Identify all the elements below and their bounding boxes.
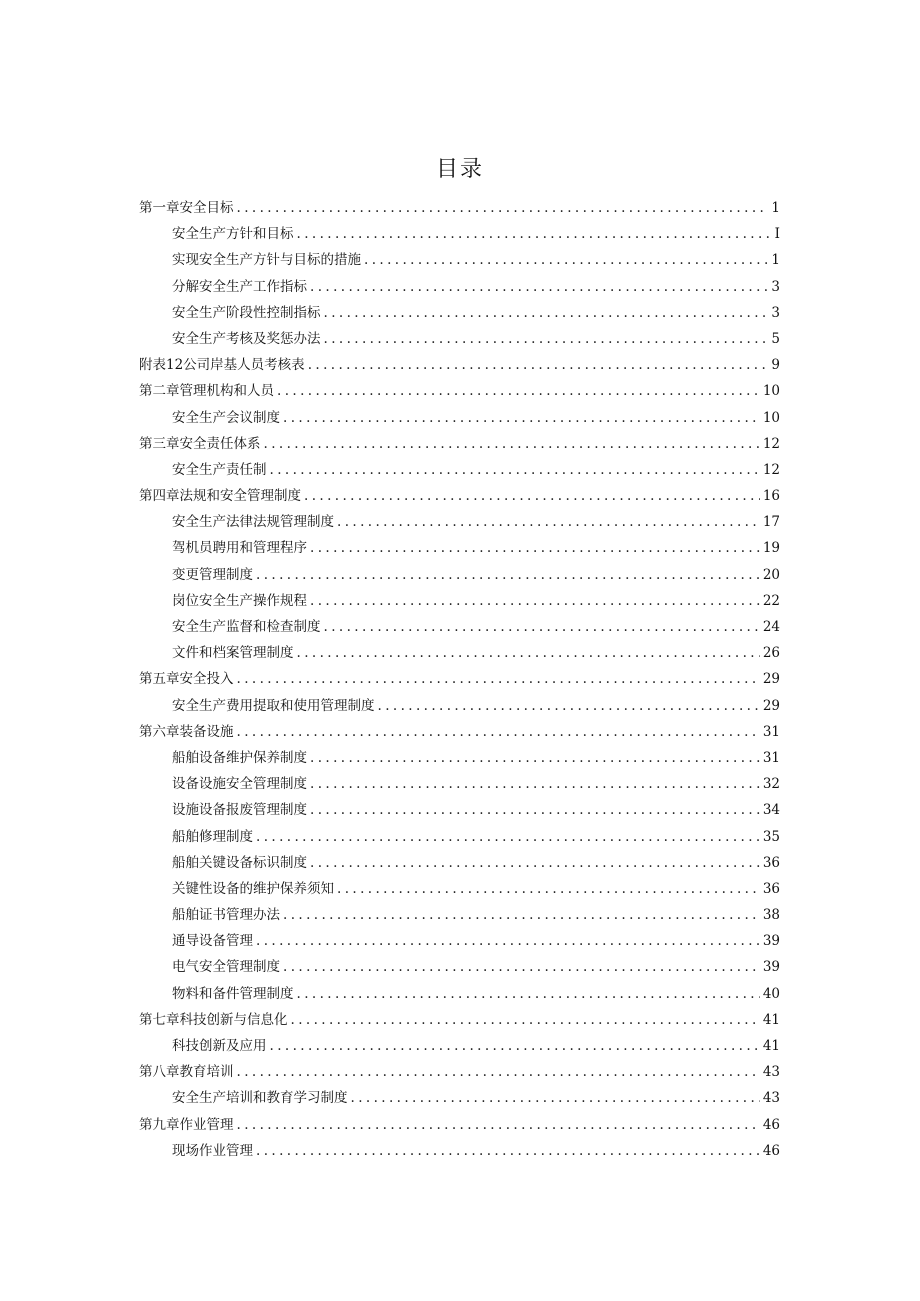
toc-entry[interactable] — [139, 563, 780, 589]
toc-dot-leader — [324, 619, 760, 635]
toc-dot-leader — [277, 383, 760, 399]
toc-entry-title: 安全生产费用提取和使用管理制度 — [172, 697, 375, 714]
toc-dot-leader — [256, 933, 760, 949]
toc-dot-leader — [378, 698, 760, 714]
toc-dot-leader — [283, 410, 760, 426]
toc-entry-title: 安全生产阶段性控制指标 — [172, 304, 321, 321]
toc-entry-page-number: 38 — [762, 907, 780, 924]
toc-entry[interactable] — [139, 825, 780, 851]
toc-entry-title: 安全生产会议制度 — [172, 409, 280, 426]
toc-entry[interactable] — [139, 1008, 780, 1034]
toc-dot-leader — [237, 724, 760, 740]
toc-dot-leader — [270, 1038, 760, 1054]
toc-entry-title: 安全生产方针和目标 — [172, 226, 294, 243]
toc-entry[interactable] — [139, 667, 780, 693]
toc-entry-title: 物料和备件管理制度 — [172, 985, 294, 1002]
toc-dot-leader — [304, 488, 760, 504]
toc-entry[interactable] — [139, 1060, 780, 1086]
toc-dot-leader — [297, 645, 760, 661]
toc-entry[interactable] — [139, 1139, 780, 1165]
toc-dot-leader — [291, 1012, 760, 1028]
toc-entry-title: 岗位安全生产操作规程 — [172, 592, 307, 609]
toc-dot-leader — [297, 226, 770, 242]
toc-entry[interactable] — [139, 275, 780, 301]
toc-entry-title: 设施设备报废管理制度 — [172, 802, 307, 819]
toc-dot-leader — [310, 855, 760, 871]
toc-entry[interactable] — [139, 641, 780, 667]
toc-title: 目录 — [435, 157, 484, 182]
toc-entry-page-number: 39 — [762, 959, 780, 976]
toc-entry-title: 电气安全管理制度 — [172, 959, 280, 976]
toc-entry-title: 安全生产法律法规管理制度 — [172, 514, 334, 531]
toc-entry[interactable] — [139, 982, 780, 1008]
toc-dot-leader — [237, 1064, 760, 1080]
toc-entry-title: 船舶设备维护保养制度 — [172, 749, 307, 766]
toc-entry-page-number: 41 — [762, 1038, 780, 1054]
toc-entry-title: 通导设备管理 — [172, 933, 253, 950]
toc-entry-title: 船舶关键设备标识制度 — [172, 854, 307, 871]
toc-entry-page-number: 16 — [762, 488, 780, 505]
toc-dot-leader — [310, 279, 768, 295]
toc-entry-title: 第八章教育培训 — [139, 1064, 234, 1081]
toc-dot-leader — [264, 436, 760, 452]
toc-dot-leader — [237, 1117, 760, 1133]
toc-entry-page-number: 1 — [771, 200, 780, 216]
toc-dot-leader — [310, 750, 760, 766]
toc-entry-page-number: 34 — [762, 802, 780, 819]
toc-entry-page-number: 17 — [762, 514, 780, 531]
toc-entry[interactable] — [139, 615, 780, 641]
toc-entry[interactable] — [139, 458, 780, 484]
toc-entry[interactable] — [139, 903, 780, 929]
toc-dot-leader — [310, 540, 760, 556]
toc-entry-title: 分解安全生产工作指标 — [172, 278, 307, 295]
toc-entry-title: 第五章安全投入 — [139, 671, 234, 688]
toc-entry[interactable] — [139, 746, 780, 772]
toc-entry-title: 科技创新及应用 — [172, 1038, 267, 1054]
toc-entry-page-number: 43 — [762, 1064, 780, 1081]
toc-entry-page-number: 20 — [762, 566, 780, 583]
toc-entry-title: 第二章管理机构和人员 — [139, 383, 274, 400]
toc-entry-title: 第七章科技创新与信息化 — [139, 1011, 288, 1028]
toc-entry-page-number: 29 — [762, 671, 780, 688]
table-of-contents — [139, 196, 780, 1165]
toc-dot-leader — [237, 200, 769, 216]
toc-entry-title: 船舶修理制度 — [172, 828, 253, 845]
toc-entry-title: 变更管理制度 — [172, 566, 253, 583]
toc-entry-page-number: 24 — [762, 619, 780, 635]
toc-entry[interactable] — [139, 510, 780, 536]
toc-dot-leader — [256, 829, 760, 845]
toc-dot-leader — [364, 252, 768, 268]
toc-entry-page-number: 3 — [771, 304, 780, 321]
toc-entry-title: 第六章装备设施 — [139, 723, 234, 740]
toc-dot-leader — [310, 593, 760, 609]
toc-dot-leader — [270, 462, 760, 478]
toc-entry-title: 第三章安全责任体系 — [139, 435, 261, 452]
toc-entry[interactable] — [139, 798, 780, 824]
toc-dot-leader — [310, 776, 760, 792]
toc-entry[interactable] — [139, 432, 780, 458]
toc-entry-page-number: 46 — [762, 1142, 780, 1159]
toc-entry[interactable] — [139, 353, 780, 379]
toc-entry-title: 第四章法规和安全管理制度 — [139, 488, 301, 505]
toc-entry-title: 安全生产监督和检查制度 — [172, 619, 321, 635]
toc-entry-title: 驾机员聘用和管理程序 — [172, 540, 307, 557]
toc-entry-page-number: 9 — [771, 357, 780, 374]
toc-entry-title: 文件和档案管理制度 — [172, 645, 294, 662]
toc-entry[interactable] — [139, 222, 780, 248]
toc-entry-page-number: 36 — [762, 854, 780, 871]
toc-entry[interactable] — [139, 720, 780, 746]
toc-entry[interactable] — [139, 1113, 780, 1139]
toc-entry-title: 附表12公司岸基人员考核表 — [139, 357, 305, 374]
toc-entry-title: 安全生产培训和教育学习制度 — [172, 1090, 348, 1107]
toc-dot-leader — [308, 357, 769, 373]
toc-entry-page-number: 32 — [762, 776, 780, 793]
toc-entry-page-number: 40 — [762, 985, 780, 1002]
toc-dot-leader — [256, 1143, 760, 1159]
toc-dot-leader — [324, 331, 769, 347]
toc-dot-leader — [324, 305, 769, 321]
toc-entry-page-number: I — [774, 226, 780, 243]
toc-entry-page-number: 5 — [771, 330, 780, 347]
toc-entry[interactable] — [139, 589, 780, 615]
toc-dot-leader — [237, 671, 760, 687]
toc-entry-title: 实现安全生产方针与目标的措施 — [172, 252, 361, 269]
toc-entry[interactable] — [139, 379, 780, 405]
toc-dot-leader — [337, 514, 760, 530]
toc-entry[interactable] — [139, 877, 780, 903]
toc-entry-page-number: 12 — [762, 461, 780, 478]
toc-entry-page-number: 46 — [762, 1116, 780, 1133]
toc-entry-page-number: 10 — [762, 383, 780, 400]
toc-entry-title: 现场作业管理 — [172, 1142, 253, 1159]
toc-entry-page-number: 10 — [762, 409, 780, 426]
toc-entry-page-number: 31 — [762, 723, 780, 740]
toc-dot-leader — [297, 986, 760, 1002]
toc-entry[interactable] — [139, 955, 780, 981]
toc-entry-page-number: 19 — [762, 540, 780, 557]
toc-entry-title: 安全生产责任制 — [172, 461, 267, 478]
toc-entry[interactable] — [139, 484, 780, 510]
toc-dot-leader — [351, 1090, 760, 1106]
toc-entry-page-number: 43 — [762, 1090, 780, 1107]
toc-entry[interactable] — [139, 406, 780, 432]
toc-entry-page-number: 1 — [771, 252, 780, 269]
toc-entry[interactable] — [139, 851, 780, 877]
toc-entry-page-number: 31 — [762, 749, 780, 766]
toc-entry[interactable] — [139, 248, 780, 274]
toc-entry-page-number: 22 — [762, 592, 780, 609]
toc-entry[interactable] — [139, 1086, 780, 1112]
toc-entry-page-number: 29 — [762, 697, 780, 714]
toc-dot-leader — [256, 567, 760, 583]
toc-dot-leader — [337, 881, 760, 897]
toc-entry-page-number: 26 — [762, 645, 780, 662]
toc-entry-page-number: 39 — [762, 933, 780, 950]
toc-dot-leader — [283, 959, 760, 975]
toc-dot-leader — [283, 907, 760, 923]
toc-entry[interactable] — [139, 301, 780, 327]
toc-entry-title: 船舶证书管理办法 — [172, 907, 280, 924]
toc-entry[interactable] — [139, 694, 780, 720]
toc-entry[interactable] — [139, 772, 780, 798]
toc-entry[interactable] — [139, 327, 780, 353]
toc-entry[interactable] — [139, 929, 780, 955]
toc-entry-title: 设备设施安全管理制度 — [172, 776, 307, 793]
toc-entry[interactable] — [139, 1034, 780, 1060]
toc-entry-title: 第一章安全目标 — [139, 200, 234, 216]
toc-dot-leader — [310, 802, 760, 818]
toc-entry[interactable] — [139, 196, 780, 222]
toc-entry-title: 第九章作业管理 — [139, 1116, 234, 1133]
toc-entry-page-number: 12 — [762, 435, 780, 452]
toc-entry-title: 关键性设备的维护保养须知 — [172, 880, 334, 897]
toc-entry[interactable] — [139, 536, 780, 562]
toc-entry-page-number: 35 — [762, 828, 780, 845]
toc-entry-page-number: 3 — [771, 278, 780, 295]
toc-entry-page-number: 36 — [762, 880, 780, 897]
toc-entry-page-number: 41 — [762, 1011, 780, 1028]
toc-entry-title: 安全生产考核及奖惩办法 — [172, 330, 321, 347]
